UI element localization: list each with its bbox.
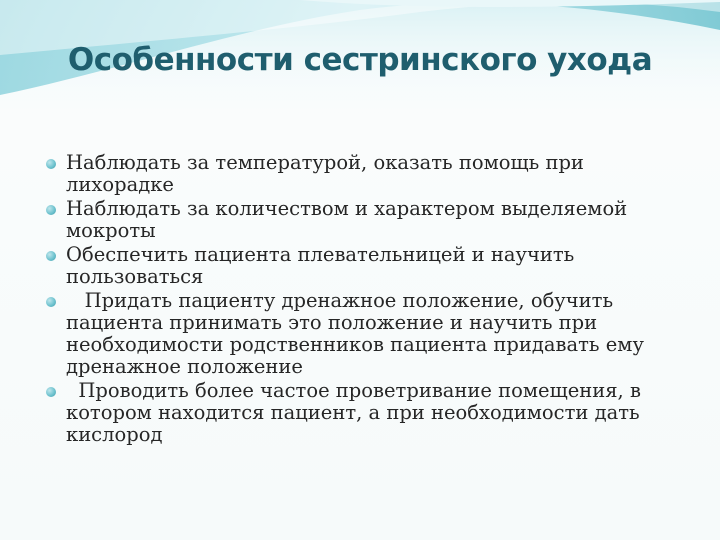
list-item bbox=[46, 244, 676, 288]
slide-title: Особенности сестринского ухода bbox=[67, 42, 653, 78]
list-item-text: Придать пациенту дренажное положение, обучить пациента принимать это положение и научить при необходимости родственников пациента придавать ему дренажное положение bbox=[66, 289, 651, 378]
bullet-dot-icon bbox=[46, 205, 56, 215]
list-item bbox=[46, 380, 676, 446]
bullet-list bbox=[46, 152, 676, 448]
list-item-text: Наблюдать за температурой, оказать помощь при лихорадке bbox=[66, 151, 584, 196]
list-item-text: Проводить более частое проветривание помещения, в котором находится пациент, а при необходимости дать кислород bbox=[66, 379, 648, 446]
bullet-dot-icon bbox=[46, 251, 56, 261]
list-item bbox=[46, 152, 676, 196]
bullet-dot-icon bbox=[46, 159, 56, 169]
list-item-text: Наблюдать за количеством и характером выделяемой мокроты bbox=[66, 197, 628, 242]
list-item bbox=[46, 198, 676, 242]
bullet-dot-icon bbox=[46, 297, 56, 307]
bullet-dot-icon bbox=[46, 387, 56, 397]
list-item bbox=[46, 290, 676, 378]
list-item-text: Обеспечить пациента плевательницей и научить пользоваться bbox=[66, 243, 575, 288]
